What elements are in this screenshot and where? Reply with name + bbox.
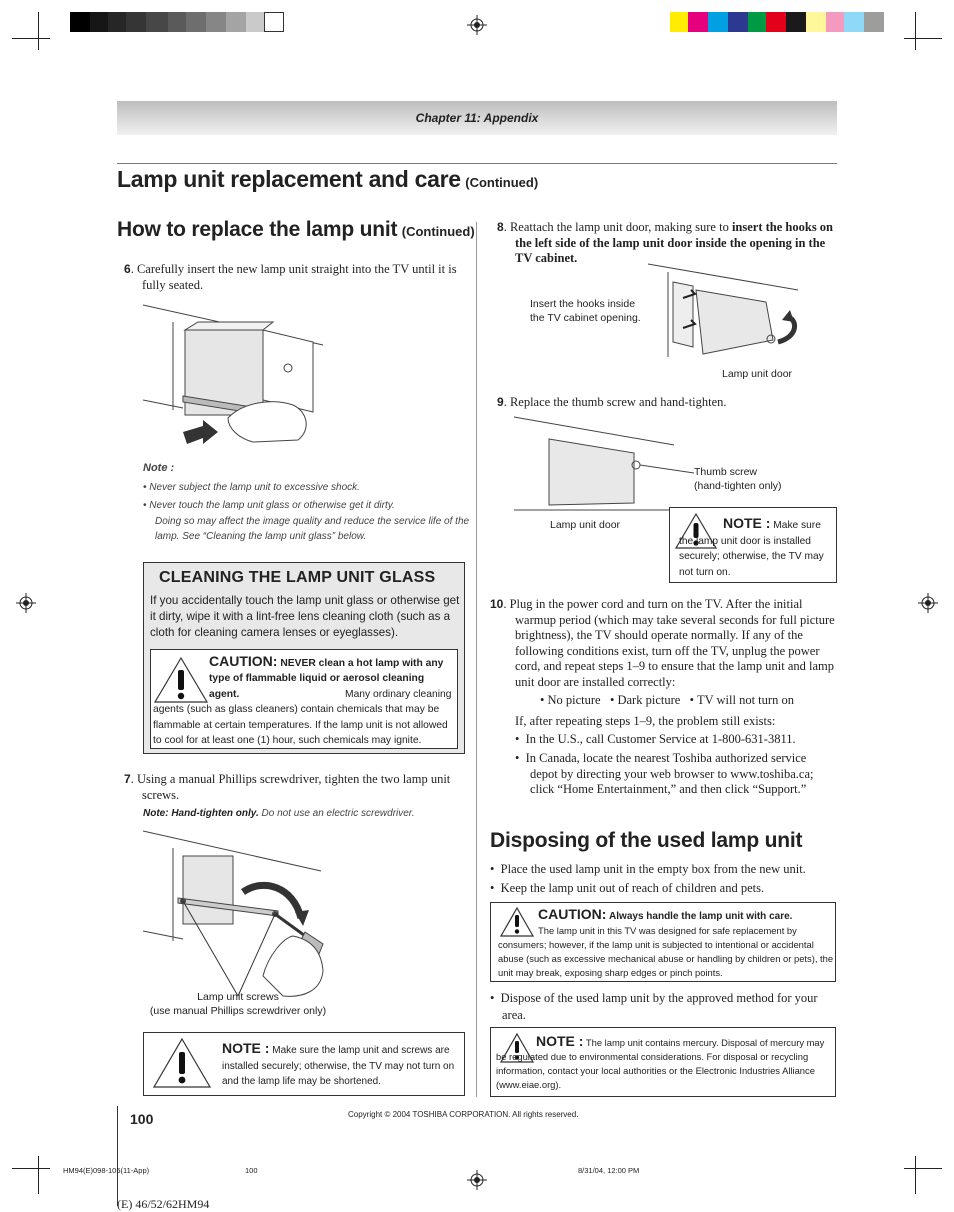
note-bottom-box — [143, 1032, 465, 1096]
caution-text — [153, 654, 457, 748]
list-item: • Place the used lamp unit in the empty box from the new unit. — [490, 862, 806, 876]
cleaning-caution-box — [150, 649, 458, 749]
title-rule — [117, 163, 837, 164]
lamp-insert-illustration — [143, 300, 333, 445]
note-label: Note : — [143, 462, 175, 474]
list-item: • Keep the lamp unit out of reach of children and pets. — [490, 881, 765, 895]
color-swatch — [844, 12, 864, 32]
page-title-main: Lamp unit replacement and care — [117, 166, 461, 192]
chapter-header — [117, 101, 837, 135]
warning-icon — [152, 1037, 212, 1089]
page-title — [117, 166, 538, 193]
note-item: Doing so may affect the image quality and reduce the service life of the lamp. See “Cleaning the lamp unit glass” below. — [155, 515, 470, 542]
note-bottom-body: Make sure the lamp unit and screws are installed securely; otherwise, the TV may not turn on and the lamp life may be shortened. — [222, 1045, 455, 1087]
gray-swatch — [226, 12, 246, 32]
door-label-top: Lamp unit door — [722, 368, 793, 380]
note-9-box — [669, 507, 837, 583]
gray-swatch — [246, 12, 264, 32]
footer-rule — [117, 1106, 118, 1206]
cleaning-body: If you accidentally touch the lamp unit glass or otherwise get it dirty, wipe it with a lint-free lens cleaning cloth (such as a cloth for cleaning camera lenses or eyeglasses). — [150, 594, 460, 639]
page-title-suffix: (Continued) — [465, 175, 539, 190]
dispose-bullets — [490, 861, 836, 897]
color-swatch — [806, 12, 826, 32]
gray-swatch — [126, 12, 146, 32]
step-8: 8. Reattach the lamp unit door, making sure to insert the hooks on the left side of the lamp unit door inside the opening in the TV cabinet. — [497, 220, 834, 265]
note-bottom-text — [222, 1041, 462, 1090]
note-mercury-label: NOTE : — [536, 1033, 584, 1049]
thumb-screw-illustration — [514, 415, 714, 515]
note-9-label: NOTE : — [723, 515, 771, 531]
chapter-title: Chapter 11: Appendix — [415, 111, 539, 125]
gray-swatch — [108, 12, 126, 32]
color-swatch — [864, 12, 884, 32]
step-9: 9. Replace the thumb screw and hand-tighten. — [497, 395, 727, 409]
screwdriver-illustration — [143, 826, 323, 1006]
thumb-screw-label: Thumb screw (hand-tighten only) — [694, 466, 782, 492]
note-block: Note : • Never subject the lamp unit to excessive shock. • Never touch the lamp unit glass or otherwise get it dirty. Doing so may affect the image quality and reduce the service life of the lamp. See “Cleaning the lamp unit glass” below. — [143, 461, 473, 545]
note-item: Never touch the lamp unit glass or otherwise get it dirty. — [149, 500, 395, 511]
note-mercury-text — [496, 1034, 834, 1092]
note-mercury-box — [490, 1027, 836, 1097]
color-swatch — [688, 12, 708, 32]
registration-target-icon — [467, 15, 487, 35]
note-mercury-body: The lamp unit contains mercury. Disposal of mercury may be regulated due to environmental considerations. For disposal or recycling information, contact your local authorities or the Electronic Industries Alliance (www.eiae.org). — [496, 1037, 825, 1090]
model-number: (E) 46/52/62HM94 — [117, 1197, 210, 1211]
caution-label: CAUTION: — [209, 653, 278, 669]
note-9-body: Make sure the lamp unit door is installed securely; otherwise, the TV may not turn on. — [679, 520, 824, 578]
note-9-text — [679, 516, 834, 580]
canada-bullet: • In Canada, locate the nearest Toshiba authorized service depot by directing your web browser to www.toshiba.ca; click “Home Entertainment,” and then click “Support.” — [515, 751, 814, 796]
gray-swatch — [168, 12, 186, 32]
color-swatch — [766, 12, 786, 32]
registration-target-icon — [467, 1170, 487, 1190]
registration-target-icon — [918, 593, 938, 613]
color-swatch — [826, 12, 844, 32]
gray-swatch — [206, 12, 226, 32]
slug-file: HM94(E)098-105(11-App) — [63, 1166, 150, 1175]
caution-2-label: CAUTION: — [538, 906, 607, 922]
section-title-main: How to replace the lamp unit — [117, 218, 398, 241]
cleaning-title: CLEANING THE LAMP UNIT GLASS — [159, 569, 436, 586]
cleaning-box — [143, 562, 465, 754]
page-number: 100 — [130, 1111, 154, 1127]
section-title — [117, 218, 475, 242]
hooks-label: Insert the hooks inside the TV cabinet opening. — [530, 298, 641, 324]
caution-bold: NEVER clean a hot lamp with any type of flammable liquid or aerosol cleaning agent. — [209, 658, 444, 700]
note-item: Never subject the lamp unit to excessive shock. — [149, 481, 360, 493]
step-7-note-text: Do not use an electric screwdriver. — [261, 808, 415, 819]
caution-2-box — [490, 902, 836, 982]
gray-swatch — [146, 12, 168, 32]
color-swatch — [748, 12, 766, 32]
color-swatch — [670, 12, 688, 32]
if-after-text: If, after repeating steps 1–9, the problem still exists: — [515, 714, 776, 728]
note-bottom-label: NOTE : — [222, 1040, 270, 1056]
slug-date: 8/31/04, 12:00 PM — [578, 1166, 640, 1175]
step-7-note-bold: Note: Hand-tighten only. — [143, 808, 259, 819]
gray-swatch — [264, 12, 284, 32]
slug-page: 100 — [245, 1166, 258, 1175]
gray-swatch — [70, 12, 90, 32]
caution-2-text — [498, 907, 834, 980]
column-divider — [476, 222, 477, 1097]
dispose-bullet-3: • Dispose of the used lamp unit by the approved method for your area. — [490, 991, 818, 1022]
screws-label: Lamp unit screws (use manual Phillips screwdriver only) — [149, 991, 327, 1017]
color-swatch — [728, 12, 748, 32]
color-swatch — [786, 12, 806, 32]
step-10: 10. Plug in the power cord and turn on the TV. After the initial warmup period (which may take several seconds for full picture brightness), the TV should operate normally. If any of the following conditions exist, turn off the TV, unplug the power cord, and repeat steps 1–9 to ensure that the lamp unit and lamp unit door are installed correctly: — [490, 597, 835, 689]
gray-swatch — [90, 12, 108, 32]
dispose-title: Disposing of the used lamp unit — [490, 829, 803, 852]
door-label-bottom: Lamp unit door — [550, 519, 621, 531]
copyright: Copyright © 2004 TOSHIBA CORPORATION. All rights reserved. — [348, 1110, 579, 1119]
section-title-suffix: (Continued) — [401, 224, 475, 239]
registration-target-icon — [16, 593, 36, 613]
caution-body: Many ordinary cleaning agents (such as glass cleaners) contain chemicals that may be flammable at certain temperatures. If the lamp unit is not allowed to cool for at least one (1) hour, such chemicals may ignite. — [153, 688, 452, 747]
caution-2-bold: Always handle the lamp unit with care. — [609, 911, 793, 922]
gray-swatch — [186, 12, 206, 32]
conditions-list: • No picture • Dark picture • TV will not turn on — [540, 693, 794, 707]
caution-2-body: The lamp unit in this TV was designed for safe replacement by consumers; however, if the lamp unit is subjected to intentional or accidental abuse (such as excessive mechanical abuse or handling by children or pets), the unit may break, exposing sharp edges or pinch points. — [498, 925, 834, 978]
step-7-note — [143, 808, 415, 819]
door-hooks-illustration — [648, 262, 808, 362]
step-6: 6. Carefully insert the new lamp unit straight into the TV until it is fully seated. — [124, 262, 457, 292]
step-7: 7. Using a manual Phillips screwdriver, tighten the two lamp unit screws. — [124, 772, 451, 802]
us-bullet: • In the U.S., call Customer Service at 1-800-631-3811. — [515, 732, 796, 746]
color-swatch — [708, 12, 728, 32]
